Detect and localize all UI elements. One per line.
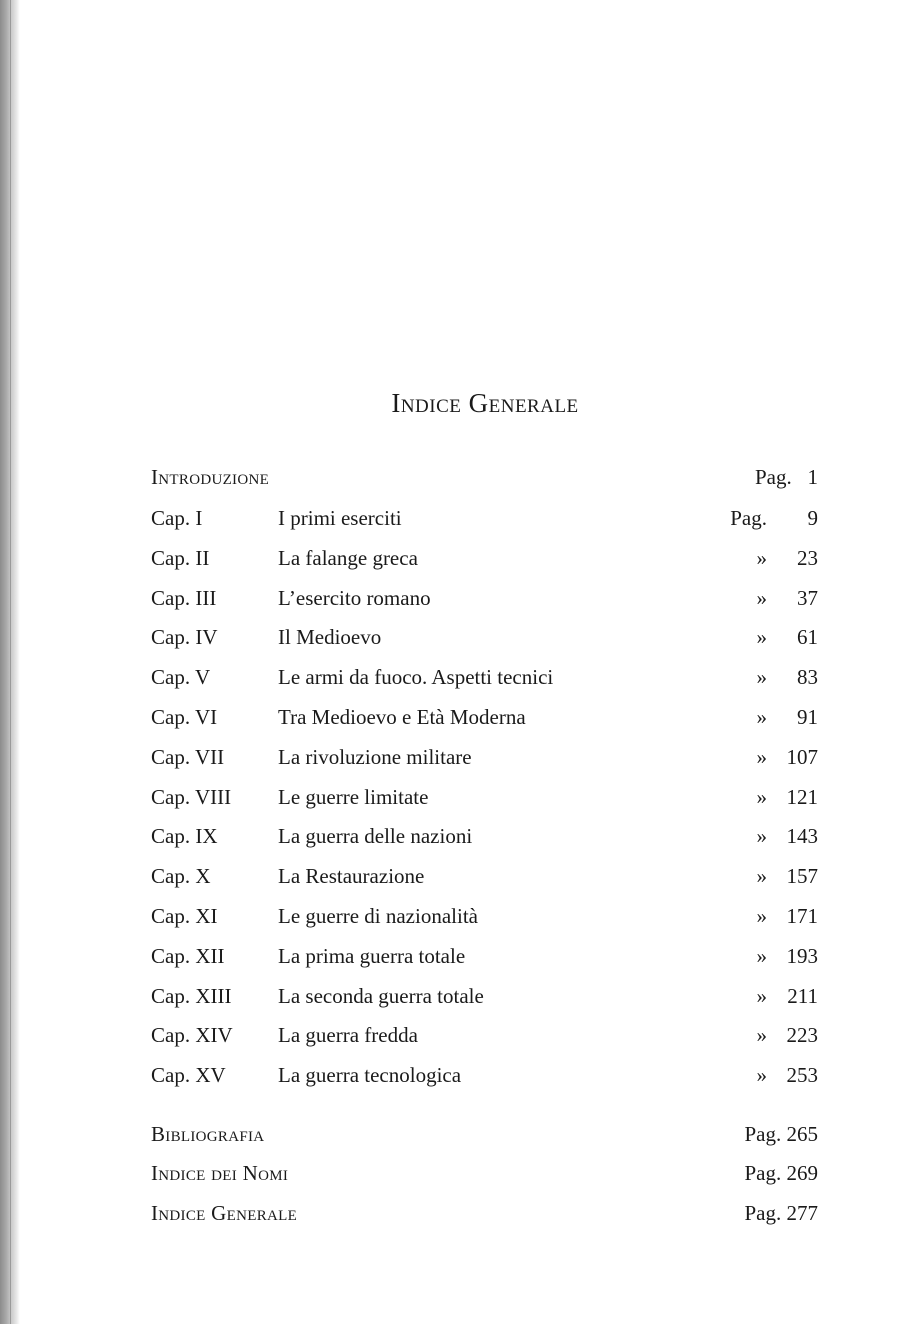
toc-entry-indice-dei-nomi [0, 1157, 918, 1189]
toc-entry-label: Indice dei Nomi [151, 1161, 289, 1185]
chapter-page-number: 171 [786, 904, 818, 928]
toc-entry-page: Pag. 1 [755, 465, 818, 489]
chapter-title: L’esercito romano [278, 586, 431, 610]
chapter-title: I primi eserciti [278, 506, 402, 530]
toc-entry-chapter [0, 661, 918, 693]
toc-entry-chapter [0, 701, 918, 733]
chapter-number: Cap. III [151, 586, 217, 610]
toc-entry-chapter [0, 621, 918, 653]
chapter-title: La guerra tecnologica [278, 1063, 462, 1087]
chapter-title: La guerra fredda [278, 1023, 418, 1047]
toc-entry-chapter [0, 940, 918, 972]
chapter-title: Le guerre di nazionalità [278, 904, 478, 928]
toc-entry-label: Introduzione [151, 465, 270, 489]
chapter-number: Cap. XI [151, 904, 218, 928]
chapter-number: Cap. I [151, 506, 203, 530]
chapter-page-number: 157 [786, 864, 818, 888]
chapter-number: Cap. V [151, 665, 211, 689]
chapter-page-number: 121 [786, 785, 818, 809]
toc-entry-introduzione [0, 461, 918, 493]
toc-entry-chapter [0, 542, 918, 574]
toc-entry-page: Pag. 265 [744, 1122, 818, 1146]
chapter-number: Cap. IV [151, 625, 218, 649]
chapter-page-number: 253 [786, 1063, 818, 1087]
toc-entry-chapter [0, 1019, 918, 1051]
chapter-page-number: 9 [807, 506, 818, 530]
chapter-title: La prima guerra totale [278, 944, 466, 968]
toc-entry-chapter [0, 741, 918, 773]
chapter-number: Cap. XIV [151, 1023, 233, 1047]
chapter-page-number: 61 [797, 625, 818, 649]
chapter-title: Le guerre limitate [278, 785, 429, 809]
chapter-page-number: 223 [786, 1023, 818, 1047]
toc-entry-page: Pag. 269 [744, 1161, 818, 1185]
chapter-page-number: 83 [797, 665, 818, 689]
chapter-title: Le armi da fuoco. Aspetti tecnici [278, 665, 554, 689]
chapter-page-prefix: » [756, 944, 767, 968]
chapter-number: Cap. XIII [151, 984, 232, 1008]
chapter-page-prefix: » [756, 824, 767, 848]
chapter-title: La guerra delle nazioni [278, 824, 473, 848]
chapter-page-prefix: » [756, 745, 767, 769]
chapter-title: Tra Medioevo e Età Moderna [278, 705, 526, 729]
chapter-page-prefix: » [756, 1023, 767, 1047]
toc-entry-chapter [0, 900, 918, 932]
toc-entry-chapter [0, 980, 918, 1012]
chapter-page-prefix: » [756, 586, 767, 610]
chapter-page-number: 23 [797, 546, 818, 570]
toc-entry-indice-generale [0, 1197, 918, 1229]
chapter-number: Cap. II [151, 546, 210, 570]
toc-entry-bibliografia [0, 1118, 918, 1150]
chapter-number: Cap. VI [151, 705, 218, 729]
page-title: Indice Generale [391, 388, 579, 418]
chapter-number: Cap. XII [151, 944, 225, 968]
chapter-page-prefix: » [756, 1063, 767, 1087]
toc-entry-label: Indice Generale [151, 1201, 298, 1225]
chapter-number: Cap. X [151, 864, 211, 888]
chapter-page-prefix: Pag. [730, 506, 767, 530]
toc-entry-chapter [0, 820, 918, 852]
chapter-page-prefix: » [756, 904, 767, 928]
toc-entry-chapter [0, 860, 918, 892]
chapter-title: La seconda guerra totale [278, 984, 484, 1008]
chapter-page-number: 143 [786, 824, 818, 848]
chapter-title: La Restaurazione [278, 864, 425, 888]
chapter-title: Il Medioevo [278, 625, 382, 649]
chapter-number: Cap. VII [151, 745, 225, 769]
toc-entry-label: Bibliografia [151, 1122, 265, 1146]
chapter-number: Cap. VIII [151, 785, 232, 809]
chapter-page-prefix: » [756, 625, 767, 649]
chapter-page-prefix: » [756, 785, 767, 809]
toc-entry-chapter [0, 1059, 918, 1091]
toc-entry-chapter [0, 502, 918, 534]
chapter-title: La falange greca [278, 546, 418, 570]
chapter-page-number: 211 [787, 984, 818, 1008]
chapter-page-prefix: » [756, 546, 767, 570]
chapter-number: Cap. XV [151, 1063, 226, 1087]
chapter-page-number: 91 [797, 705, 818, 729]
chapter-page-number: 37 [797, 586, 818, 610]
chapter-title: La rivoluzione militare [278, 745, 472, 769]
chapter-page-number: 107 [786, 745, 818, 769]
chapter-page-prefix: » [756, 984, 767, 1008]
toc-entry-chapter [0, 582, 918, 614]
chapter-number: Cap. IX [151, 824, 218, 848]
chapter-page-number: 193 [786, 944, 818, 968]
chapter-page-prefix: » [756, 705, 767, 729]
chapter-page-prefix: » [756, 864, 767, 888]
toc-entry-chapter [0, 781, 918, 813]
chapter-page-prefix: » [756, 665, 767, 689]
toc-entry-page: Pag. 277 [744, 1201, 818, 1225]
